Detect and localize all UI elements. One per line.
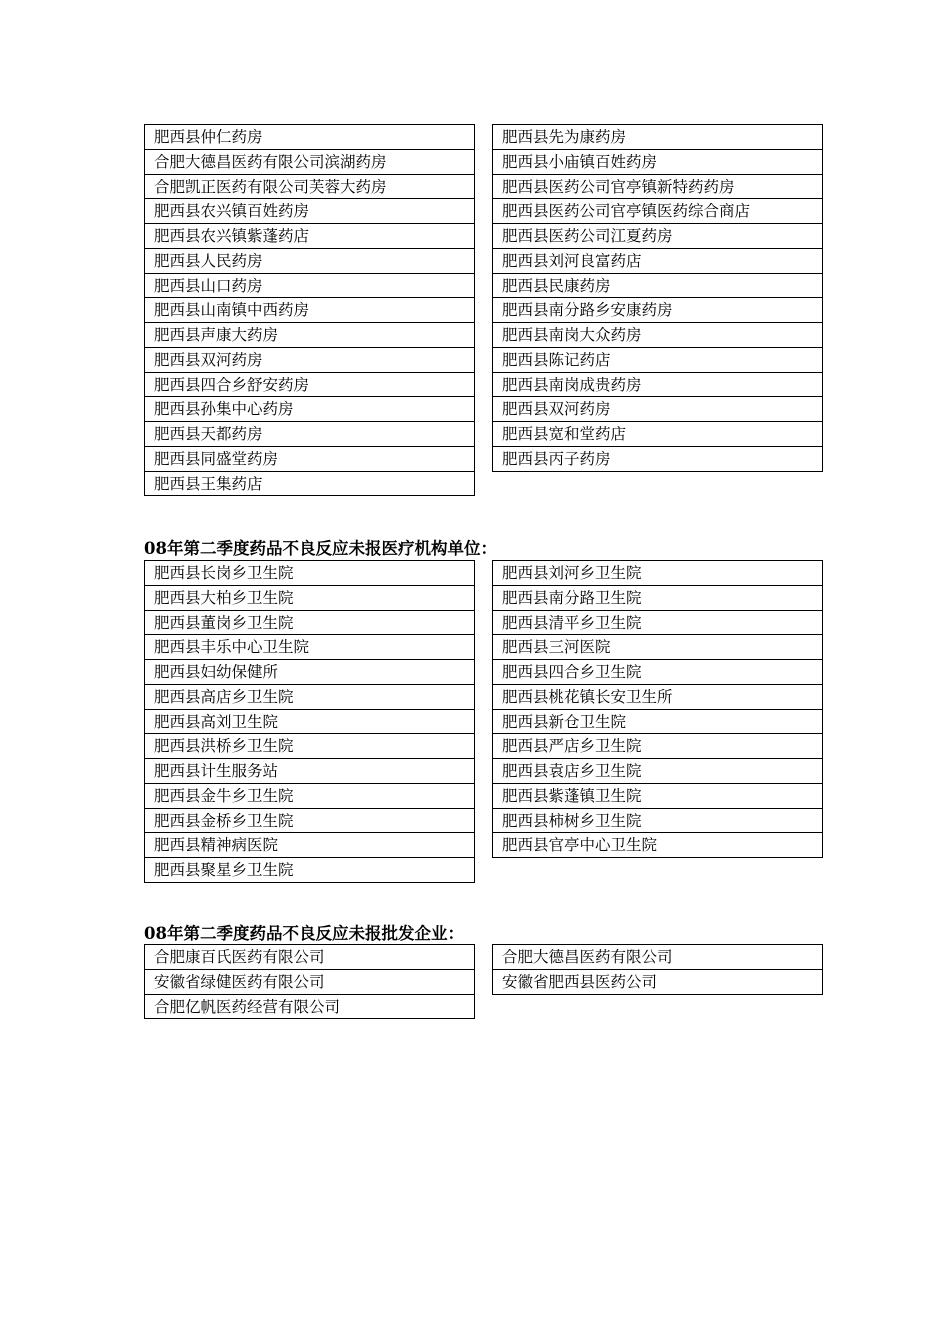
list-item: 肥西县洪桥乡卫生院 <box>144 733 475 759</box>
list-item: 合肥康百氏医药有限公司 <box>144 944 475 970</box>
list-item: 肥西县医药公司官亭镇新特药药房 <box>492 174 823 200</box>
list-item: 肥西县四合乡卫生院 <box>492 659 823 685</box>
list-item: 肥西县王集药店 <box>144 471 475 497</box>
list-item: 肥西县农兴镇紫蓬药店 <box>144 223 475 249</box>
list-item: 合肥大德昌医药有限公司 <box>492 944 823 970</box>
list-item: 肥西县双河药房 <box>144 347 475 373</box>
list-item: 安徽省绿健医药有限公司 <box>144 969 475 995</box>
list-item: 肥西县山南镇中西药房 <box>144 297 475 323</box>
list-item: 肥西县南分路乡安康药房 <box>492 297 823 323</box>
list-item: 肥西县医药公司官亭镇医药综合商店 <box>492 198 823 224</box>
list-item: 肥西县三河医院 <box>492 634 823 660</box>
list-item: 肥西县金牛乡卫生院 <box>144 783 475 809</box>
list-item: 肥西县袁店乡卫生院 <box>492 758 823 784</box>
list-item: 安徽省肥西县医药公司 <box>492 969 823 995</box>
list-item: 肥西县聚星乡卫生院 <box>144 857 475 883</box>
list-item: 肥西县丙子药房 <box>492 446 823 472</box>
list-item: 肥西县先为康药房 <box>492 124 823 150</box>
list-item: 肥西县桃花镇长安卫生所 <box>492 684 823 710</box>
list-item: 肥西县刘河乡卫生院 <box>492 560 823 586</box>
list-item: 肥西县孙集中心药房 <box>144 396 475 422</box>
list-item: 肥西县四合乡舒安药房 <box>144 372 475 398</box>
list-item: 肥西县严店乡卫生院 <box>492 733 823 759</box>
list-item: 肥西县刘河良富药店 <box>492 248 823 274</box>
list-item: 肥西县大柏乡卫生院 <box>144 585 475 611</box>
medical-list-left <box>144 560 475 883</box>
list-item: 肥西县民康药房 <box>492 273 823 299</box>
list-item: 肥西县紫蓬镇卫生院 <box>492 783 823 809</box>
list-item: 肥西县新仓卫生院 <box>492 709 823 735</box>
list-item: 肥西县金桥乡卫生院 <box>144 808 475 834</box>
list-item: 肥西县同盛堂药房 <box>144 446 475 472</box>
list-item: 肥西县医药公司江夏药房 <box>492 223 823 249</box>
list-item: 肥西县小庙镇百姓药房 <box>492 149 823 175</box>
list-item: 合肥大德昌医药有限公司滨湖药房 <box>144 149 475 175</box>
list-item: 肥西县丰乐中心卫生院 <box>144 634 475 660</box>
list-item: 肥西县仲仁药房 <box>144 124 475 150</box>
list-item: 合肥亿帆医药经营有限公司 <box>144 994 475 1020</box>
list-item: 肥西县天都药房 <box>144 421 475 447</box>
pharmacy-list-left <box>144 124 475 496</box>
list-item: 肥西县高刘卫生院 <box>144 709 475 735</box>
wholesale-list-right <box>492 944 823 995</box>
list-item: 肥西县声康大药房 <box>144 322 475 348</box>
medical-list-right <box>492 560 823 858</box>
medical-section-heading: 08年第二季度药品不良反应未报医疗机构单位： <box>144 539 497 558</box>
list-item: 肥西县陈记药店 <box>492 347 823 373</box>
list-item: 肥西县南岗大众药房 <box>492 322 823 348</box>
list-item: 肥西县妇幼保健所 <box>144 659 475 685</box>
list-item: 肥西县农兴镇百姓药房 <box>144 198 475 224</box>
list-item: 肥西县宽和堂药店 <box>492 421 823 447</box>
list-item: 合肥凯正医药有限公司芙蓉大药房 <box>144 174 475 200</box>
list-item: 肥西县官亭中心卫生院 <box>492 832 823 858</box>
list-item: 肥西县精神病医院 <box>144 832 475 858</box>
list-item: 肥西县南岗成贵药房 <box>492 372 823 398</box>
list-item: 肥西县双河药房 <box>492 396 823 422</box>
list-item: 肥西县清平乡卫生院 <box>492 610 823 636</box>
wholesale-list-left <box>144 944 475 1019</box>
list-item: 肥西县董岗乡卫生院 <box>144 610 475 636</box>
list-item: 肥西县长岗乡卫生院 <box>144 560 475 586</box>
list-item: 肥西县柿树乡卫生院 <box>492 808 823 834</box>
list-item: 肥西县人民药房 <box>144 248 475 274</box>
pharmacy-list-right <box>492 124 823 472</box>
list-item: 肥西县高店乡卫生院 <box>144 684 475 710</box>
list-item: 肥西县山口药房 <box>144 273 475 299</box>
wholesale-section-heading: 08年第二季度药品不良反应未报批发企业： <box>144 924 464 943</box>
list-item: 肥西县计生服务站 <box>144 758 475 784</box>
list-item: 肥西县南分路卫生院 <box>492 585 823 611</box>
